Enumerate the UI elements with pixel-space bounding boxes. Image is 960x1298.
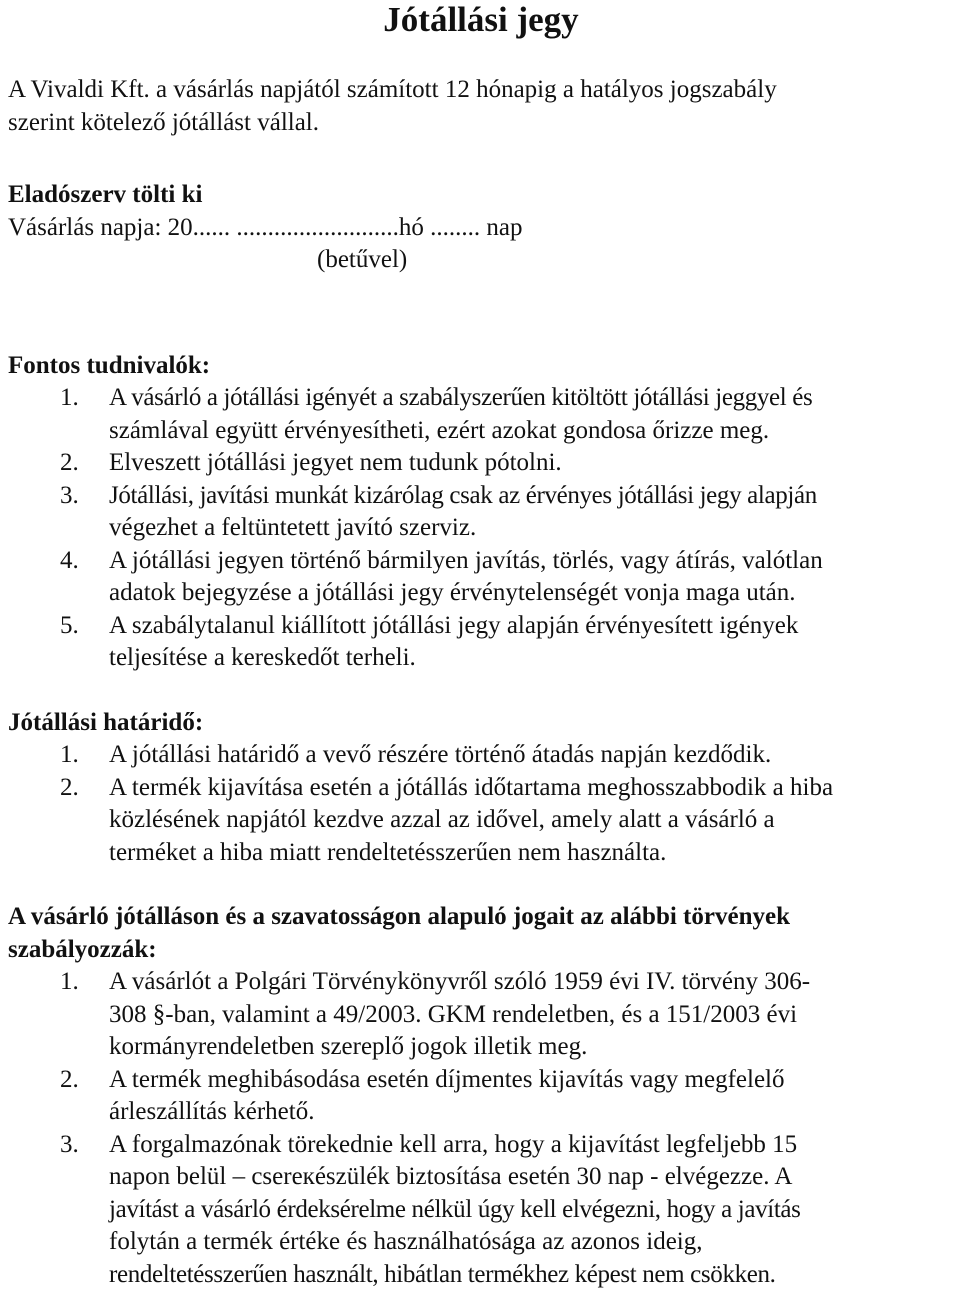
- seller-section: [8, 179, 954, 277]
- list-item: [8, 966, 954, 1064]
- seller-section-heading: Eladószerv tölti ki: [8, 181, 203, 208]
- document-title: Jótállási jegy: [383, 0, 579, 39]
- list-item-number: 2.: [60, 449, 79, 476]
- important-info-list: [8, 382, 954, 675]
- list-item-number: 5.: [60, 611, 79, 639]
- list-item: [8, 739, 954, 772]
- buyer-rights-section: [8, 901, 954, 1291]
- list-item: [8, 447, 954, 480]
- list-item-line: rendeltetésszerűen használt, hibátlan termékhez képest nem csökken.: [109, 1260, 776, 1288]
- list-item-line: árleszállítás kérhető.: [109, 1098, 315, 1125]
- buyer-rights-list: [8, 966, 954, 1291]
- list-item-line: Jótállási, javítási munkát kizárólag csak az érvényes jótállási jegy alapján: [109, 481, 817, 509]
- list-item-line: terméket a hiba miatt rendeltetésszerűen nem használta.: [109, 838, 667, 866]
- purchase-date-line: Vásárlás napja: 20...... ..........................hó ........ nap: [8, 213, 523, 241]
- intro-paragraph: [8, 74, 954, 139]
- list-item-line: közlésének napjától kezdve azzal az idővel, amely alatt a vásárló a: [109, 806, 775, 833]
- list-item-line: A szabálytalanul kiállított jótállási jegy alapján érvényesített igények: [109, 611, 799, 639]
- list-item: [8, 382, 954, 447]
- list-item-line: 308 §-ban, valamint a 49/2003. GKM rendeletben, és a 151/2003 évi: [109, 1000, 798, 1028]
- warranty-deadline-list: [8, 739, 954, 869]
- list-item-number: 1.: [60, 741, 79, 768]
- list-item-line: folytán a termék értéke és használhatósága az azonos ideig,: [109, 1228, 703, 1255]
- list-item-line: számlával együtt érvényesítheti, ezért azokat gondosa őrizze meg.: [109, 416, 770, 444]
- intro-line: A Vivaldi Kft. a vásárlás napjától számított 12 hónapig a hatályos jogszabály: [8, 76, 777, 103]
- list-item-number: 4.: [60, 546, 79, 574]
- list-item-number: 3.: [60, 481, 79, 509]
- list-item-number: 2.: [60, 1065, 79, 1093]
- warranty-deadline-heading: Jótállási határidő:: [8, 708, 204, 736]
- warranty-deadline-section: [8, 707, 954, 870]
- list-item-line: A vásárlót a Polgári Törvénykönyvről szóló 1959 évi IV. törvény 306-: [109, 968, 811, 995]
- buyer-rights-heading: szabályozzák:: [8, 935, 157, 963]
- buyer-rights-heading: A vásárló jótálláson és a szavatosságon alapuló jogait az alábbi törvények: [8, 903, 790, 930]
- list-item-line: A vásárló a jótállási igényét a szabályszerűen kitöltött jótállási jeggyel és: [109, 384, 813, 411]
- list-item-line: Elveszett jótállási jegyet nem tudunk pótolni.: [109, 449, 562, 476]
- list-item-line: A jótállási határidő a vevő részére történő átadás napján kezdődik.: [109, 741, 772, 768]
- list-item: [8, 1064, 954, 1129]
- list-item-number: 1.: [60, 384, 79, 411]
- list-item-line: A forgalmazónak törekednie kell arra, hogy a kijavítást legfeljebb 15: [109, 1130, 798, 1158]
- warranty-document: [8, 0, 954, 1291]
- list-item-number: 3.: [60, 1130, 79, 1158]
- list-item-number: 1.: [60, 968, 79, 995]
- important-info-heading: Fontos tudnivalók:: [8, 351, 211, 379]
- list-item-number: 2.: [60, 773, 79, 801]
- in-words-note: (betűvel): [317, 246, 408, 273]
- list-item-line: napon belül – csereкészülék biztosítása esetén 30 nap - elvégezze. A: [109, 1163, 793, 1190]
- list-item-line: végezhet a feltüntetett javító szerviz.: [109, 514, 477, 541]
- intro-line: szerint kötelező jótállást vállal.: [8, 108, 319, 136]
- list-item: [8, 772, 954, 870]
- list-item-line: kormányrendeletben szereplő jogok illetik meg.: [109, 1033, 588, 1060]
- list-item-line: adatok bejegyzése a jótállási jegy érvénytelenségét vonja maga után.: [109, 579, 796, 606]
- list-item-line: A termék meghibásodása esetén díjmentes kijavítás vagy megfelelő: [109, 1065, 785, 1093]
- important-info-section: [8, 350, 954, 675]
- list-item-line: A termék kijavítása esetén a jótállás időtartama meghosszabbodik a hiba: [109, 773, 834, 801]
- list-item-line: teljesítése a kereskedőt terheli.: [109, 644, 416, 671]
- list-item: [8, 1129, 954, 1292]
- list-item: [8, 545, 954, 610]
- list-item: [8, 480, 954, 545]
- list-item-line: javítást a vásárló érdeksérelme nélkül úgy kell elvégezni, hogy a javítás: [109, 1195, 801, 1223]
- list-item-line: A jótállási jegyen történő bármilyen javítás, törlés, vagy átírás, valótlan: [109, 546, 823, 574]
- list-item: [8, 610, 954, 675]
